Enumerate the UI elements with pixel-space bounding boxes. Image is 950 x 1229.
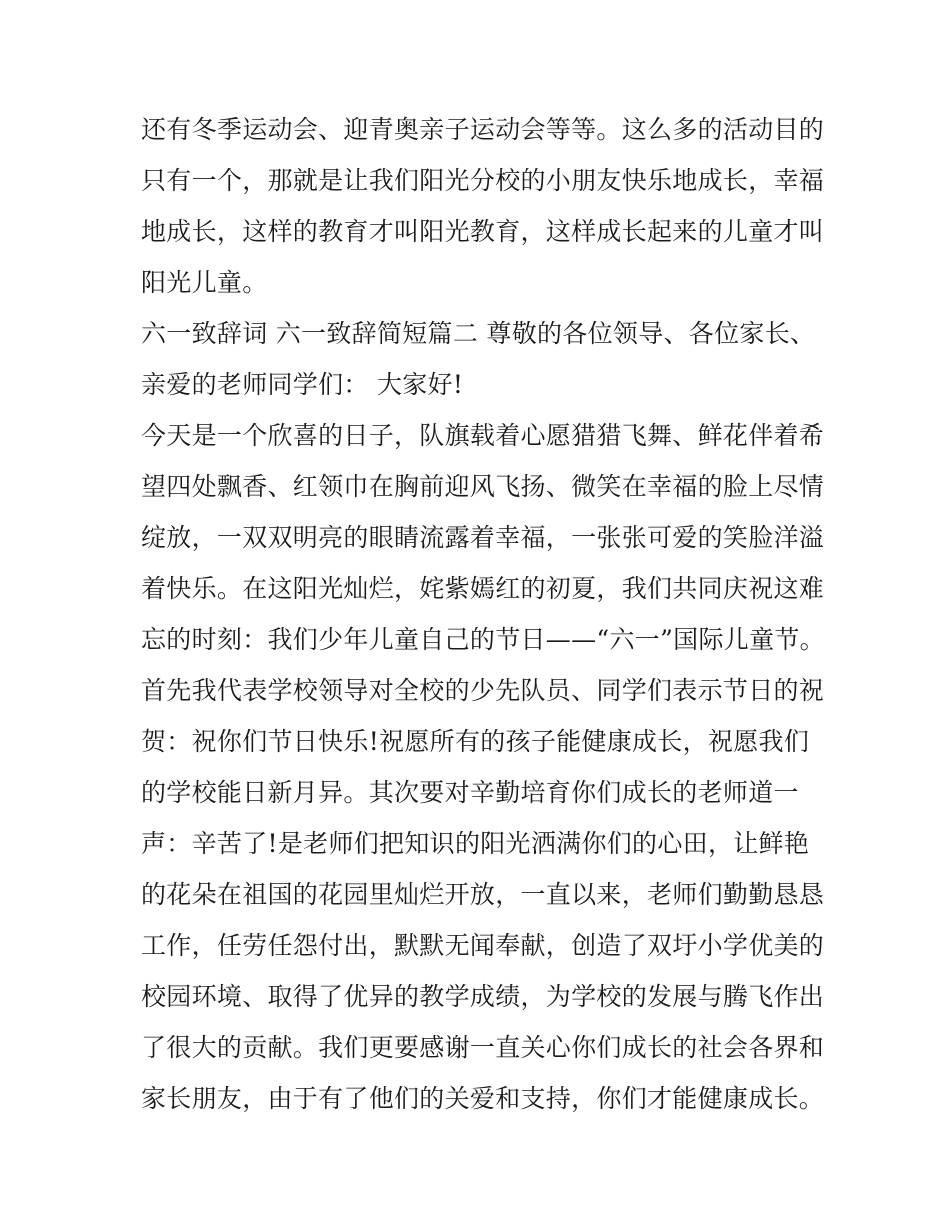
text-line: 校园环境、取得了优异的教学成绩，为学校的发展与腾飞作出 <box>141 982 825 1011</box>
text-line: 还有冬季运动会、迎青奥亲子运动会等等。这么多的活动目的 <box>141 115 825 144</box>
text-line: 今天是一个欣喜的日子，队旗载着心愿猎猎飞舞、鲜花伴着希 <box>141 421 825 450</box>
text-line: 绽放，一双双明亮的眼睛流露着幸福，一张张可爱的笑脸洋溢 <box>141 523 825 552</box>
text-line: 忘的时刻：我们少年儿童自己的节日——“六一”国际儿童节。 <box>141 625 825 654</box>
text-line: 望四处飘香、红领巾在胸前迎风飞扬、微笑在幸福的脸上尽情 <box>141 472 825 501</box>
text-line: 贺：祝你们节日快乐!祝愿所有的孩子能健康成长，祝愿我们 <box>141 727 810 756</box>
text-line: 了很大的贡献。我们更要感谢一直关心你们成长的社会各界和 <box>141 1033 825 1062</box>
text-line: 阳光儿童。 <box>141 268 268 297</box>
text-line: 地成长，这样的教育才叫阳光教育，这样成长起来的儿童才叫 <box>141 217 825 246</box>
text-line: 声：辛苦了!是老师们把知识的阳光洒满你们的心田，让鲜艳 <box>141 829 810 858</box>
text-line: 六一致辞词 六一致辞简短篇二 尊敬的各位领导、各位家长、 <box>141 319 816 348</box>
body-text <box>141 108 825 1128</box>
text-line: 的花朵在祖国的花园里灿烂开放，一直以来，老师们勤勤恳恳 <box>141 880 825 909</box>
text-line: 亲爱的老师同学们： 大家好! <box>141 370 464 399</box>
text-line: 的学校能日新月异。其次要对辛勤培育你们成长的老师道一 <box>141 778 799 807</box>
text-line: 家长朋友，由于有了他们的关爱和支持，你们才能健康成长。 <box>141 1084 825 1113</box>
text-line: 着快乐。在这阳光灿烂，姹紫嫣红的初夏，我们共同庆祝这难 <box>141 574 825 603</box>
text-line: 工作，任劳任怨付出，默默无闻奉献，创造了双圩小学优美的 <box>141 931 825 960</box>
text-line: 首先我代表学校领导对全校的少先队员、同学们表示节日的祝 <box>141 676 825 705</box>
text-line: 只有一个，那就是让我们阳光分校的小朋友快乐地成长，幸福 <box>141 166 825 195</box>
